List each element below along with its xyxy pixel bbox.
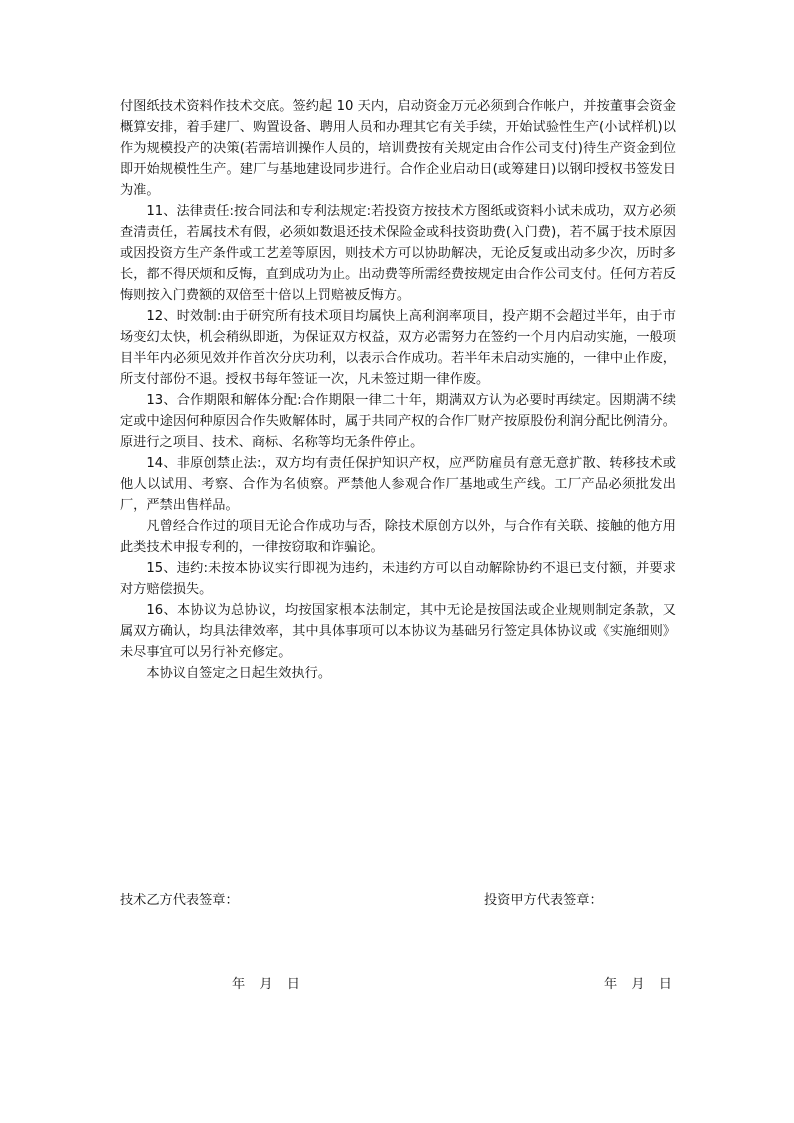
party-b-date: 年 月 日 xyxy=(232,977,302,992)
party-b-signature-label: 技术乙方代表签章： xyxy=(120,893,239,908)
paragraph-breach: 15、违约:未按本协议实行即视为违约，未违约方可以自动解除协约不退已支付额，并要求对方赔偿损失。 xyxy=(120,561,676,597)
paragraph-effective: 本协议自签定之日起生效执行。 xyxy=(146,666,332,681)
party-a-signature-label: 投资甲方代表签章： xyxy=(484,893,603,908)
paragraph-legal-liability: 11、法律责任:按合同法和专利法规定:若投资方按技术方图纸或资料小试未成功，双方必须查清责任，若属技术有假，必须如数退还技术保险金或科技资助费(入门费)，若不属于技术原因或因投资方生产条件或工艺差等原因，则技术方可以协助解决，无论反复或出动多少次，历时多长，都不得厌烦和反悔，直到成功为止。出动费等所需经费按规定由合作公司支付。任何方若反悔则按入门费额的双倍至十倍以上罚赔被反悔方。 xyxy=(120,204,676,303)
paragraph-time-limit: 12、时效制:由于研究所有技术项目均属快上高利润率项目，投产期不会超过半年，由于市场变幻太快，机会稍纵即逝，为保证双方权益，双方必需努力在签约一个月内启动实施，一般项目半年内必须见效并作首次分庆功利，以表示合作成功。若半年未启动实施的，一律中止作废，所支付部份不退。授权书每年签证一次，凡未签过期一律作废。 xyxy=(120,309,676,387)
paragraph-construction: 付图纸技术资料作技术交底。签约起 10 天内，启动资金万元必须到合作帐户，并按董事会资金概算安排，着手建厂、购置设备、聘用人员和办理其它有关手续，开始试验性生产(小试样机)以作为规模投产的决策(若需培训操作人员的，培训费按有关规定由合作公司支付)待生产资金到位即开始规模性生产。建厂与基地建设同步进行。合作企业启动日(或筹建日)以钢印授权书签发日为准。 xyxy=(120,99,676,198)
contract-body xyxy=(120,96,676,684)
paragraph-general-agreement: 16、本协议为总协议，均按国家根本法制定，其中无论是按国法或企业规则制定条款，又属双方确认，均具法律效率，其中具体事项可以本协议为基础另行签定具体协议或《实施细则》 未尽事宜可以另行补充修定。 xyxy=(120,603,676,660)
party-a-date: 年 月 日 xyxy=(604,977,674,992)
paragraph-term-dissolution: 13、合作期限和解体分配:合作期限一律二十年，期满双方认为必要时再续定。因期满不续定或中途因何种原因合作失败解体时，属于共同产权的合作厂财产按原股份利润分配比例清分。原进行之项目、技术、商标、名称等均无条件停止。 xyxy=(120,393,676,450)
paragraph-non-original-ban: 14、非原创禁止法:，双方均有责任保护知识产权，应严防雇员有意无意扩散、转移技术或他人以试用、考察、合作为名侦察。严禁他人参观合作厂基地或生产线。工厂产品必须批发出厂，严禁出售样品。 xyxy=(120,456,676,513)
paragraph-patent-theft: 凡曾经合作过的项目无论合作成功与否，除技术原创方以外，与合作有关联、接触的他方用此类技术申报专利的，一律按窃取和诈骗论。 xyxy=(120,519,676,555)
